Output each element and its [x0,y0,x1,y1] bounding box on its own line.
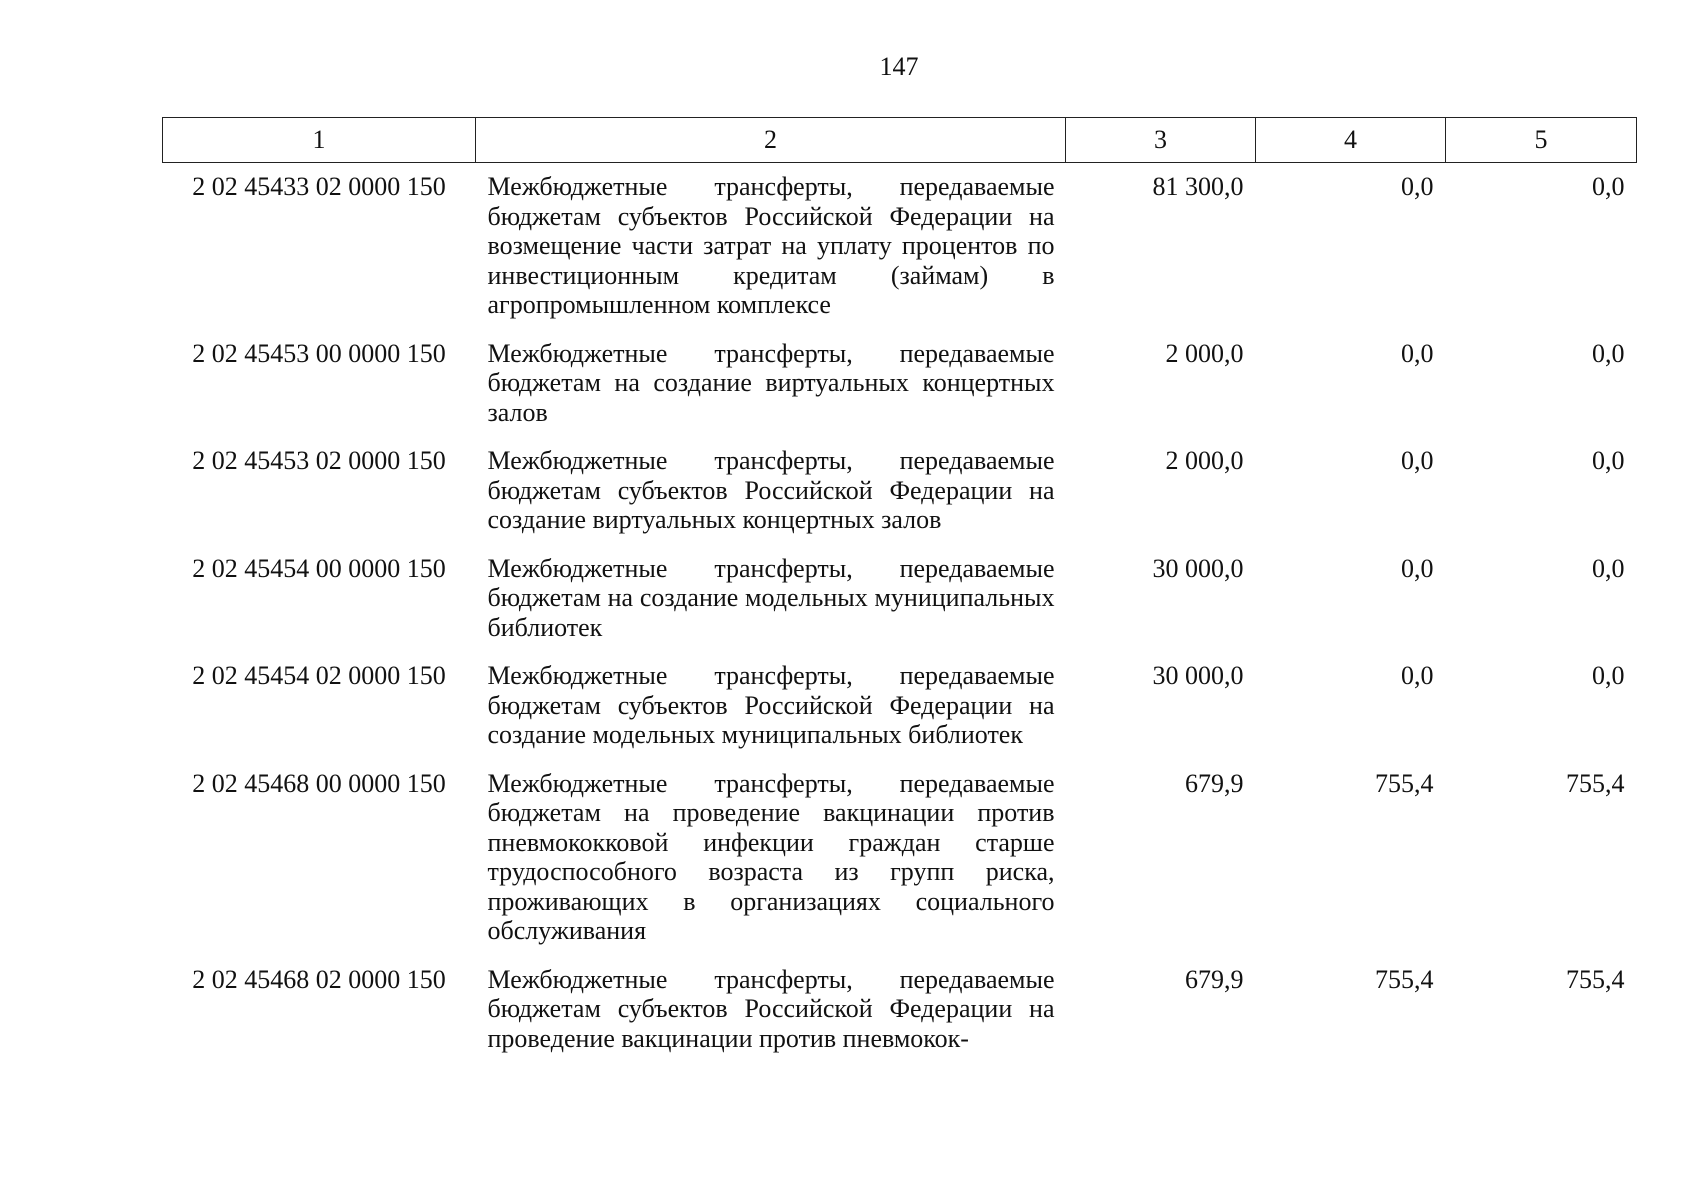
value-column-5: 0,0 [1592,172,1625,201]
value-column-3: 2 000,0 [1165,446,1244,475]
value-column-5: 0,0 [1592,446,1625,475]
value-column-4: 0,0 [1401,553,1434,583]
table-row [163,437,1637,545]
value-column-3: 2 000,0 [1165,338,1244,368]
value-column-3: 679,9 [1185,768,1244,798]
table-row [163,956,1637,1064]
description: Межбюджетные трансферты, передаваемые бюджетам субъектов Российской Федерации на возмещение части затрат на уплату процентов по инвестиционным кредитам (займам) в агропромышленном комплексе [487,172,1055,319]
value-column-5: 755,4 [1566,964,1625,994]
value-column-3: 30 000,0 [1152,661,1244,690]
header-row [163,118,1637,163]
column-header-5: 5 [1446,118,1637,163]
table-body [163,163,1637,1064]
value-column-4: 0,0 [1401,661,1434,690]
budget-code: 2 02 45433 02 0000 150 [192,172,446,201]
table-row [163,330,1637,438]
table-header [163,118,1637,163]
column-header-2: 2 [476,118,1066,163]
budget-code: 2 02 45454 02 0000 150 [192,661,446,690]
description: Межбюджетные трансферты, передаваемые бюджетам на проведение вакцинации против пневмококковой инфекции граждан старше трудоспособного возраста из групп риска, проживающих в организациях социального обслуживания [487,768,1055,945]
value-column-4: 0,0 [1401,338,1434,368]
budget-code: 2 02 45453 00 0000 150 [192,338,446,368]
value-column-4: 0,0 [1401,172,1434,201]
table-row [163,545,1637,653]
value-column-5: 0,0 [1592,338,1625,368]
value-column-4: 0,0 [1401,446,1434,475]
table-row [163,652,1637,760]
table-row [163,760,1637,956]
description: Межбюджетные трансферты, передаваемые бюджетам на создание виртуальных концертных залов [487,338,1055,427]
value-column-5: 0,0 [1592,553,1625,583]
value-column-5: 755,4 [1566,768,1625,798]
description: Межбюджетные трансферты, передаваемые бюджетам субъектов Российской Федерации на проведение вакцинации против пневмокок- [487,964,1055,1053]
page-number: 147 [879,52,919,81]
budget-table [162,117,1637,1063]
value-column-3: 81 300,0 [1152,172,1244,201]
description: Межбюджетные трансферты, передаваемые бюджетам на создание модельных муниципальных библиотек [487,553,1055,642]
value-column-3: 679,9 [1185,964,1244,994]
value-column-3: 30 000,0 [1152,553,1244,583]
budget-code: 2 02 45468 00 0000 150 [192,768,446,798]
value-column-4: 755,4 [1375,768,1434,798]
value-column-4: 755,4 [1375,964,1434,994]
description: Межбюджетные трансферты, передаваемые бюджетам субъектов Российской Федерации на создание виртуальных концертных залов [487,446,1055,534]
column-header-1: 1 [163,118,476,163]
budget-code: 2 02 45454 00 0000 150 [192,553,446,583]
table-row [163,163,1637,330]
value-column-5: 0,0 [1592,661,1625,690]
description: Межбюджетные трансферты, передаваемые бюджетам субъектов Российской Федерации на создание модельных муниципальных библиотек [487,661,1055,749]
column-header-4: 4 [1256,118,1446,163]
column-header-3: 3 [1066,118,1256,163]
budget-code: 2 02 45453 02 0000 150 [192,446,446,475]
budget-code: 2 02 45468 02 0000 150 [192,964,446,994]
